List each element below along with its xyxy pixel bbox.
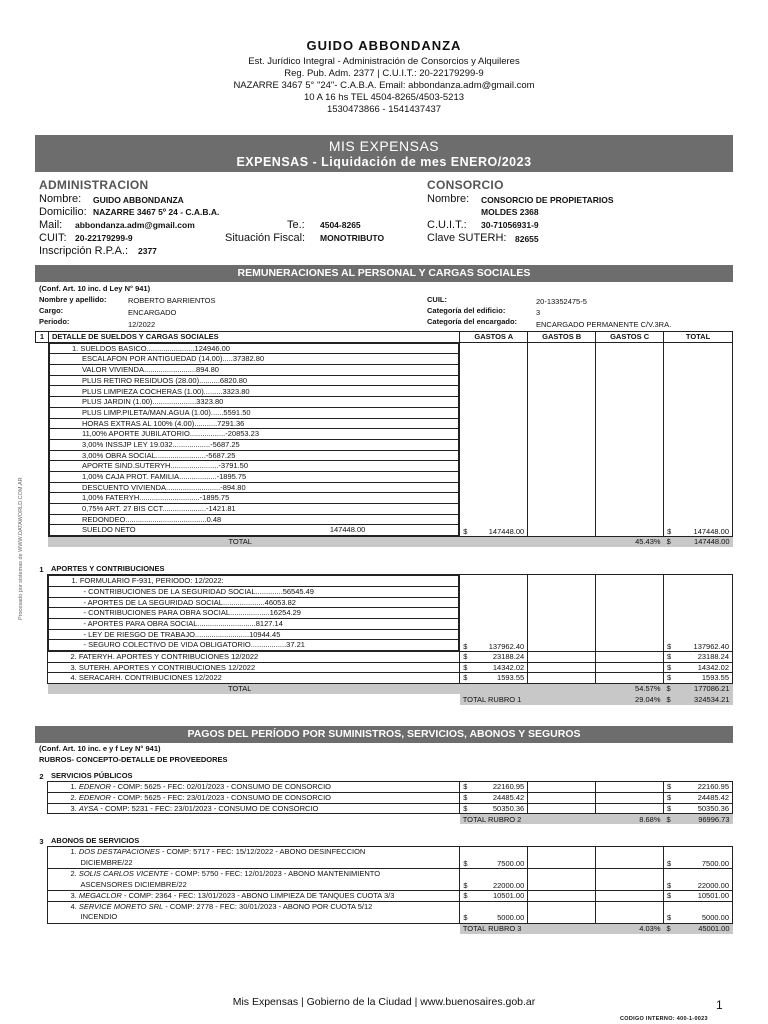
dollar-sign: $	[666, 673, 672, 683]
aportes-line: - SEGURO COLECTIVO DE VIDA OBLIGATORIO.................37.21	[49, 640, 459, 651]
sueldos-total-cell	[664, 537, 733, 548]
detail-line: VALOR VIVIENDA.........................894.80	[49, 365, 458, 376]
rem-cuil-value: 20-13352475-5	[536, 297, 587, 306]
aportes-item-a	[460, 662, 528, 673]
abono-total-value: 5000.00	[701, 913, 729, 923]
abono-total	[664, 847, 733, 869]
rubro1-total-row	[35, 694, 733, 705]
abono-total-value: 7500.00	[701, 858, 729, 868]
abono-n: 2.	[70, 869, 77, 879]
sueldos-header-row	[36, 332, 733, 343]
dollar-sign: $	[463, 792, 468, 802]
abono-desc	[48, 891, 460, 902]
aportes-item-total	[663, 673, 732, 684]
rubro3-cell	[664, 923, 733, 934]
neto-gasto-b	[528, 342, 596, 536]
servicio-total	[664, 803, 733, 814]
dollar-sign: $	[667, 891, 672, 901]
aportes-item-desc: 3. SUTERH. APORTES Y CONTRIBUCIONES 12/2022	[48, 662, 460, 673]
dollar-sign: $	[463, 880, 468, 890]
detail-line: PLUS LIMPIEZA COCHERAS (1.00).........3323.80	[49, 386, 458, 397]
rubro1-value: 324534.21	[694, 694, 730, 704]
adm-tel-label: Te.:	[287, 219, 305, 231]
aportes-total-cell	[663, 684, 732, 695]
dollar-sign: $	[666, 641, 672, 651]
abono-a-value: 22000.00	[492, 880, 525, 890]
rubro3-total-row	[35, 923, 733, 934]
dollar-sign: $	[463, 782, 468, 792]
aportes-item-total-value: 14342.02	[697, 662, 729, 672]
sueldo-neto-line	[49, 525, 458, 536]
sidebar-processing-note: Procesado por sistemas de WWW.DATAWORLD.COM.AR	[18, 477, 24, 620]
administracion-heading: ADMINISTRACION	[39, 178, 149, 192]
aportes-line: - APORTES PARA OBRA SOCIAL............................8127.14	[49, 618, 459, 629]
col-gastos-a: GASTOS A	[460, 332, 528, 343]
abono-detail: - COMP: 2778 - FEC: 30/01/2023 - ABONO POR CUOTA 5/12	[165, 901, 373, 911]
neto-gasto-a-value: 147448.00	[488, 526, 525, 536]
abono-detail-2: ASCENSORES DICIEMBRE/22	[80, 879, 187, 889]
sueldos-detail-lines	[49, 343, 459, 536]
pagos-conf: (Conf. Art. 10 inc. e y f Ley N° 941)	[39, 744, 161, 753]
aportes-f931-lines	[48, 575, 459, 651]
dollar-sign: $	[463, 913, 468, 923]
abono-a	[460, 891, 528, 902]
abono-detail: - COMP: 5717 - FEC: 15/12/2022 - ABONO DESINFECCION	[161, 847, 366, 857]
servicio-total	[664, 782, 733, 793]
f931-gasto-c	[596, 575, 664, 652]
detail-line: 1. SUELDOS BASICO.......................124946.00	[49, 343, 458, 354]
abono-provider: SOLIS CARLOS VICENTE	[78, 869, 169, 879]
abono-desc	[48, 869, 460, 891]
adm-rpa-label: Inscripción R.P.A.:	[39, 245, 129, 257]
abono-row	[35, 891, 733, 902]
title-main: MIS EXPENSAS	[328, 138, 440, 154]
f931-gasto-a-value: 137962.40	[488, 641, 525, 651]
abono-detail-2: DICIEMBRE/22	[80, 857, 133, 867]
rubro2-total-row	[35, 814, 733, 825]
servicio-detail: - COMP: 5625 - FEC: 02/01/2023 - CONSUMO DE CONSORCIO	[113, 782, 332, 792]
servicio-a	[460, 782, 528, 793]
servicio-row	[35, 803, 733, 814]
dollar-sign: $	[666, 694, 671, 704]
col-gastos-c: GASTOS C	[596, 332, 664, 343]
aportes-item-a	[460, 673, 528, 684]
sueldos-total-label: TOTAL	[48, 537, 459, 548]
title-sub: EXPENSAS - Liquidación de mes ENERO/2023	[236, 155, 532, 169]
abonos-number: 3	[39, 836, 44, 846]
aportes-f931-row	[35, 575, 733, 652]
rem-cat-enc-label: Categoría del encargado:	[427, 317, 518, 326]
abonos-header-row	[35, 836, 733, 847]
detail-line: 0,75% ART. 27 BIS CCT.....................-1421.81	[49, 504, 458, 515]
dollar-sign: $	[463, 641, 468, 651]
dollar-sign: $	[666, 652, 672, 662]
col-total: TOTAL	[664, 332, 733, 343]
abono-a	[460, 901, 528, 923]
detail-line: REDONDEO.......................................0.48	[49, 514, 458, 525]
detail-line: PLUS RETIRO RESIDUOS (28.00)..........6820.80	[49, 375, 458, 386]
header-line-4: 10 A 16 hs TEL 4504-8265/4503-5213	[303, 92, 465, 103]
header-line-2: Reg. Pub. Adm. 2377 | C.U.I.T.: 20-22179299-9	[284, 68, 484, 79]
dollar-sign: $	[667, 880, 672, 890]
sueldos-total-value: 147448.00	[694, 537, 730, 547]
aportes-header-row	[35, 564, 733, 575]
detail-line: APORTE SIND.SUTERYH.......................-3791.50	[49, 461, 458, 472]
rubro2-label: TOTAL RUBRO 2	[460, 814, 596, 825]
page-number: 1	[716, 998, 723, 1012]
rem-nombre-value: ROBERTO BARRIENTOS	[128, 296, 216, 305]
dollar-sign: $	[666, 684, 671, 694]
sueldos-table	[35, 331, 733, 547]
abonos-title: ABONOS DE SERVICIOS	[50, 836, 140, 846]
dollar-sign: $	[667, 526, 672, 536]
servicios-table	[35, 771, 733, 824]
adm-rpa-value: 2377	[138, 246, 157, 256]
aportes-f931-cell	[48, 575, 460, 652]
header-line-5: 1530473866 - 1541437437	[326, 104, 442, 115]
abono-total	[664, 891, 733, 902]
servicio-provider: EDENOR	[78, 782, 111, 792]
servicio-n: 3.	[70, 803, 77, 813]
sueldos-detail-cell	[48, 342, 459, 536]
abono-row	[35, 847, 733, 869]
title-band	[35, 135, 733, 172]
neto-gasto-c	[596, 342, 664, 536]
detail-line: DESCUENTO VIVIENDA..........................-894.80	[49, 482, 458, 493]
aportes-line: - CONTRIBUCIONES PARA OBRA SOCIAL...................16254.29	[49, 608, 459, 619]
aportes-line: - APORTES DE LA SEGURIDAD SOCIAL....................46053.82	[49, 597, 459, 608]
abono-a-value: 7500.00	[497, 858, 525, 868]
servicio-row	[35, 782, 733, 793]
sueldos-total-row	[36, 537, 733, 548]
aportes-item-desc: 2. FATERYH. APORTES Y CONTRIBUCIONES 12/2022	[48, 652, 460, 663]
abono-a	[460, 847, 528, 869]
sueldo-neto-label: SUELDO NETO	[81, 525, 136, 535]
neto-total-value: 147448.00	[693, 526, 729, 536]
detail-line: 11,00% APORTE JUBILATORIO.................-20853.23	[49, 429, 458, 440]
adm-tel-value: 4504-8265	[320, 220, 361, 230]
consorcio-heading: CONSORCIO	[427, 178, 504, 192]
detail-line: 1,00% CAJA PROT. FAMILIA..................-1895.75	[49, 471, 458, 482]
dollar-sign: $	[666, 537, 671, 547]
servicio-total-value: 50350.36	[697, 803, 729, 813]
abono-provider: SERVICE MORETO SRL	[78, 901, 164, 911]
header-line-1: Est. Jurídico Integral - Administración de Consorcios y Alquileres	[248, 56, 520, 67]
aportes-total-value: 177086.21	[694, 684, 730, 694]
rubro1-pct: 29.04%	[596, 694, 664, 705]
footer-text: Mis Expensas | Gobierno de la Ciudad | www.buenosaires.gob.ar	[232, 996, 536, 1008]
servicio-desc	[48, 792, 460, 803]
adm-cuit-value: 20-22179299-9	[75, 233, 133, 243]
rubro-number: 1	[36, 332, 49, 343]
dollar-sign: $	[463, 673, 468, 683]
rubro3-label: TOTAL RUBRO 3	[460, 923, 596, 934]
servicio-detail: - COMP: 5231 - FEC: 23/01/2023 - CONSUMO DE CONSORCIO	[100, 803, 319, 813]
cons-nombre-value-1: CONSORCIO DE PROPIETARIOS	[481, 195, 614, 205]
cons-suterh-value: 82655	[515, 234, 539, 244]
aportes-item-a	[460, 652, 528, 663]
servicio-a-value: 22160.95	[492, 782, 525, 792]
aportes-total-pct: 54.57%	[596, 684, 664, 695]
servicio-total	[664, 792, 733, 803]
adm-domicilio-label: Domicilio:	[39, 206, 87, 218]
f931-gasto-b	[528, 575, 596, 652]
servicios-title: SERVICIOS PÚBLICOS	[50, 771, 133, 781]
adm-mail-label: Mail:	[39, 219, 63, 231]
dollar-sign: $	[463, 526, 468, 536]
abono-provider: MEGACLOR	[78, 891, 122, 901]
aportes-line: - CONTRIBUCIONES DE LA SEGURIDAD SOCIAL.............56545.49	[49, 586, 459, 597]
servicio-n: 2.	[70, 792, 77, 802]
servicio-desc	[48, 803, 460, 814]
detail-line: 3,00% INSSJP LEY 19.032..................-5687.25	[49, 439, 458, 450]
rem-periodo-label: Periodo:	[39, 317, 70, 326]
f931-total	[663, 575, 732, 652]
dollar-sign: $	[463, 858, 468, 868]
rubro-title: DETALLE DE SUELDOS Y CARGAS SOCIALES	[48, 332, 459, 343]
dollar-sign: $	[666, 924, 671, 934]
rem-cat-edif-label: Categoría del edificio:	[427, 306, 506, 315]
header-line-3: NAZARRE 3467 5° "24"- C.A.B.A. Email: abbondanza.adm@gmail.com	[233, 80, 535, 91]
dollar-sign: $	[463, 652, 468, 662]
aportes-item-total-value: 1593.55	[701, 673, 729, 683]
aportes-item-row	[35, 652, 733, 663]
f931-total-value: 137962.40	[693, 641, 729, 651]
rem-cuil-label: CUIL:	[427, 295, 447, 304]
f931-gasto-a	[460, 575, 528, 652]
servicio-a-value: 50350.36	[492, 803, 525, 813]
adm-mail-value: abbondanza.adm@gmail.com	[75, 220, 195, 230]
servicios-header-row	[35, 771, 733, 782]
abono-total-value: 10501.00	[697, 891, 729, 901]
detail-line: 1,00% FATERYH.............................-1895.75	[49, 493, 458, 504]
rubro2-value: 96996.73	[698, 814, 730, 824]
rem-conf: (Conf. Art. 10 inc. d Ley N° 941)	[39, 284, 151, 293]
aportes-item-a-value: 23188.24	[492, 652, 525, 662]
sueldos-detail-row	[36, 342, 733, 536]
detail-line: PLUS LIMP.PILETA/MAN.AGUA (1.00)......5591.50	[49, 407, 458, 418]
abono-desc	[48, 901, 460, 923]
aportes-item-total	[663, 662, 732, 673]
servicio-n: 1.	[70, 782, 77, 792]
sueldo-neto-value: 147448.00	[329, 525, 366, 535]
neto-total	[664, 342, 733, 536]
aportes-line: 1. FORMULARIO F-931, PERIODO: 12/2022:	[49, 576, 459, 587]
aportes-number: 1	[39, 564, 44, 574]
servicio-detail: - COMP: 5625 - FEC: 23/01/2023 - CONSUMO DE CONSORCIO	[113, 792, 332, 802]
rem-cargo-value: ENCARGADO	[128, 308, 177, 317]
sueldos-total-pct: 45.43%	[596, 537, 664, 548]
servicio-total-value: 22160.95	[697, 782, 729, 792]
aportes-item-a-value: 14342.02	[492, 662, 525, 672]
abono-a-value: 5000.00	[497, 913, 525, 923]
adm-nombre-label: Nombre:	[39, 193, 82, 205]
dollar-sign: $	[666, 814, 671, 824]
abono-n: 4.	[70, 901, 77, 911]
dollar-sign: $	[666, 662, 672, 672]
adm-fiscal-label: Situación Fiscal:	[225, 232, 306, 244]
codigo-interno: CODIGO INTERNO: 400-1-0023	[620, 1016, 708, 1022]
dollar-sign: $	[667, 792, 672, 802]
rubro1-cell	[663, 694, 732, 705]
dollar-sign: $	[667, 782, 672, 792]
aportes-item-desc: 4. SERACARH. CONTRIBUCIONES 12/2022	[48, 673, 460, 684]
abono-total	[664, 869, 733, 891]
aportes-item-total-value: 23188.24	[697, 652, 729, 662]
aportes-item-total	[663, 652, 732, 663]
abono-a-value: 10501.00	[492, 891, 525, 901]
dollar-sign: $	[463, 803, 468, 813]
remuneraciones-band: REMUNERACIONES AL PERSONAL Y CARGAS SOCIALES	[35, 265, 733, 282]
abono-n: 3.	[70, 891, 77, 901]
rubro1-label: TOTAL RUBRO 1	[460, 694, 596, 705]
servicio-row	[35, 792, 733, 803]
abono-provider: DOS DESTAPACIONES	[78, 847, 160, 857]
dollar-sign: $	[463, 662, 468, 672]
dollar-sign: $	[463, 891, 468, 901]
rubro3-pct: 4.03%	[596, 923, 664, 934]
aportes-item-a-value: 1593.55	[497, 673, 525, 683]
dollar-sign: $	[667, 803, 672, 813]
administrator-name: GUIDO ABBONDANZA	[306, 38, 462, 53]
rem-cat-enc-value: ENCARGADO PERMANENTE C/V.3RA.	[536, 320, 672, 329]
servicio-a	[460, 803, 528, 814]
aportes-table	[35, 564, 733, 705]
servicio-total-value: 24485.42	[697, 792, 729, 802]
adm-cuit-label: CUIT:	[39, 232, 67, 244]
aportes-item-row	[35, 662, 733, 673]
servicio-provider: EDENOR	[78, 792, 111, 802]
pagos-rubros-label: RUBROS- CONCEPTO-DETALLE DE PROVEEDORES	[39, 755, 228, 764]
detail-line: PLUS JARDIN (1.00).....................3323.80	[49, 397, 458, 408]
servicio-a	[460, 792, 528, 803]
col-gastos-b: GASTOS B	[528, 332, 596, 343]
detail-line: ESCALAFON POR ANTIGUEDAD (14.00).....37382.80	[49, 354, 458, 365]
abono-a	[460, 869, 528, 891]
rem-nombre-label: Nombre y apellido:	[39, 295, 107, 304]
adm-domicilio-value: NAZARRE 3467 5º 24 - C.A.B.A.	[93, 207, 220, 217]
cons-cuit-label: C.U.I.T.:	[427, 219, 467, 231]
aportes-total-label: TOTAL	[48, 684, 460, 695]
abono-total-value: 22000.00	[697, 880, 729, 890]
aportes-item-row	[35, 673, 733, 684]
aportes-total-row	[35, 684, 733, 695]
aportes-title: APORTES Y CONTRIBUCIONES	[50, 564, 165, 574]
rubro3-value: 45001.00	[698, 924, 730, 934]
dollar-sign: $	[667, 858, 672, 868]
adm-fiscal-value: MONOTRIBUTO	[320, 233, 385, 243]
rem-cat-edif-value: 3	[536, 308, 541, 317]
abono-detail: - COMP: 5750 - FEC: 12/01/2023 - ABONO MANTENIMIENTO	[170, 869, 381, 879]
servicios-number: 2	[39, 771, 44, 781]
servicio-a-value: 24485.42	[492, 792, 525, 802]
servicio-desc	[48, 782, 460, 793]
abono-row	[35, 869, 733, 891]
rem-periodo-value: 12/2022	[128, 320, 156, 329]
pagos-band: PAGOS DEL PERÍODO POR SUMINISTROS, SERVICIOS, ABONOS Y SEGUROS	[35, 726, 733, 743]
cons-nombre-value-2: MOLDES 2368	[481, 207, 539, 217]
abono-desc	[48, 847, 460, 869]
cons-cuit-value: 30-71056931-9	[481, 220, 539, 230]
rubro2-cell	[664, 814, 733, 825]
rubro2-pct: 8.68%	[596, 814, 664, 825]
cons-suterh-label: Clave SUTERH:	[427, 232, 507, 244]
detail-line: HORAS EXTRAS AL 100% (4.00)...........7291.36	[49, 418, 458, 429]
abono-row	[35, 901, 733, 923]
abono-n: 1.	[70, 847, 77, 857]
detail-line: 3,00% OBRA SOCIAL........................-5687.25	[49, 450, 458, 461]
abono-detail-2: INCENDIO	[80, 912, 118, 922]
abono-detail: - COMP: 2364 - FEC: 13/01/2023 - ABONO LIMPIEZA DE TANQUES CUOTA 3/3	[123, 891, 395, 901]
aportes-line: - LEY DE RIESGO DE TRABAJO..........................10944.45	[49, 629, 459, 640]
abono-total	[664, 901, 733, 923]
servicio-provider: AYSA	[78, 803, 99, 813]
adm-nombre-value: GUIDO ABBONDANZA	[93, 195, 184, 205]
rem-cargo-label: Cargo:	[39, 306, 64, 315]
cons-nombre-label: Nombre:	[427, 193, 470, 205]
dollar-sign: $	[667, 913, 672, 923]
neto-gasto-a	[460, 342, 528, 536]
abonos-table	[35, 836, 733, 934]
